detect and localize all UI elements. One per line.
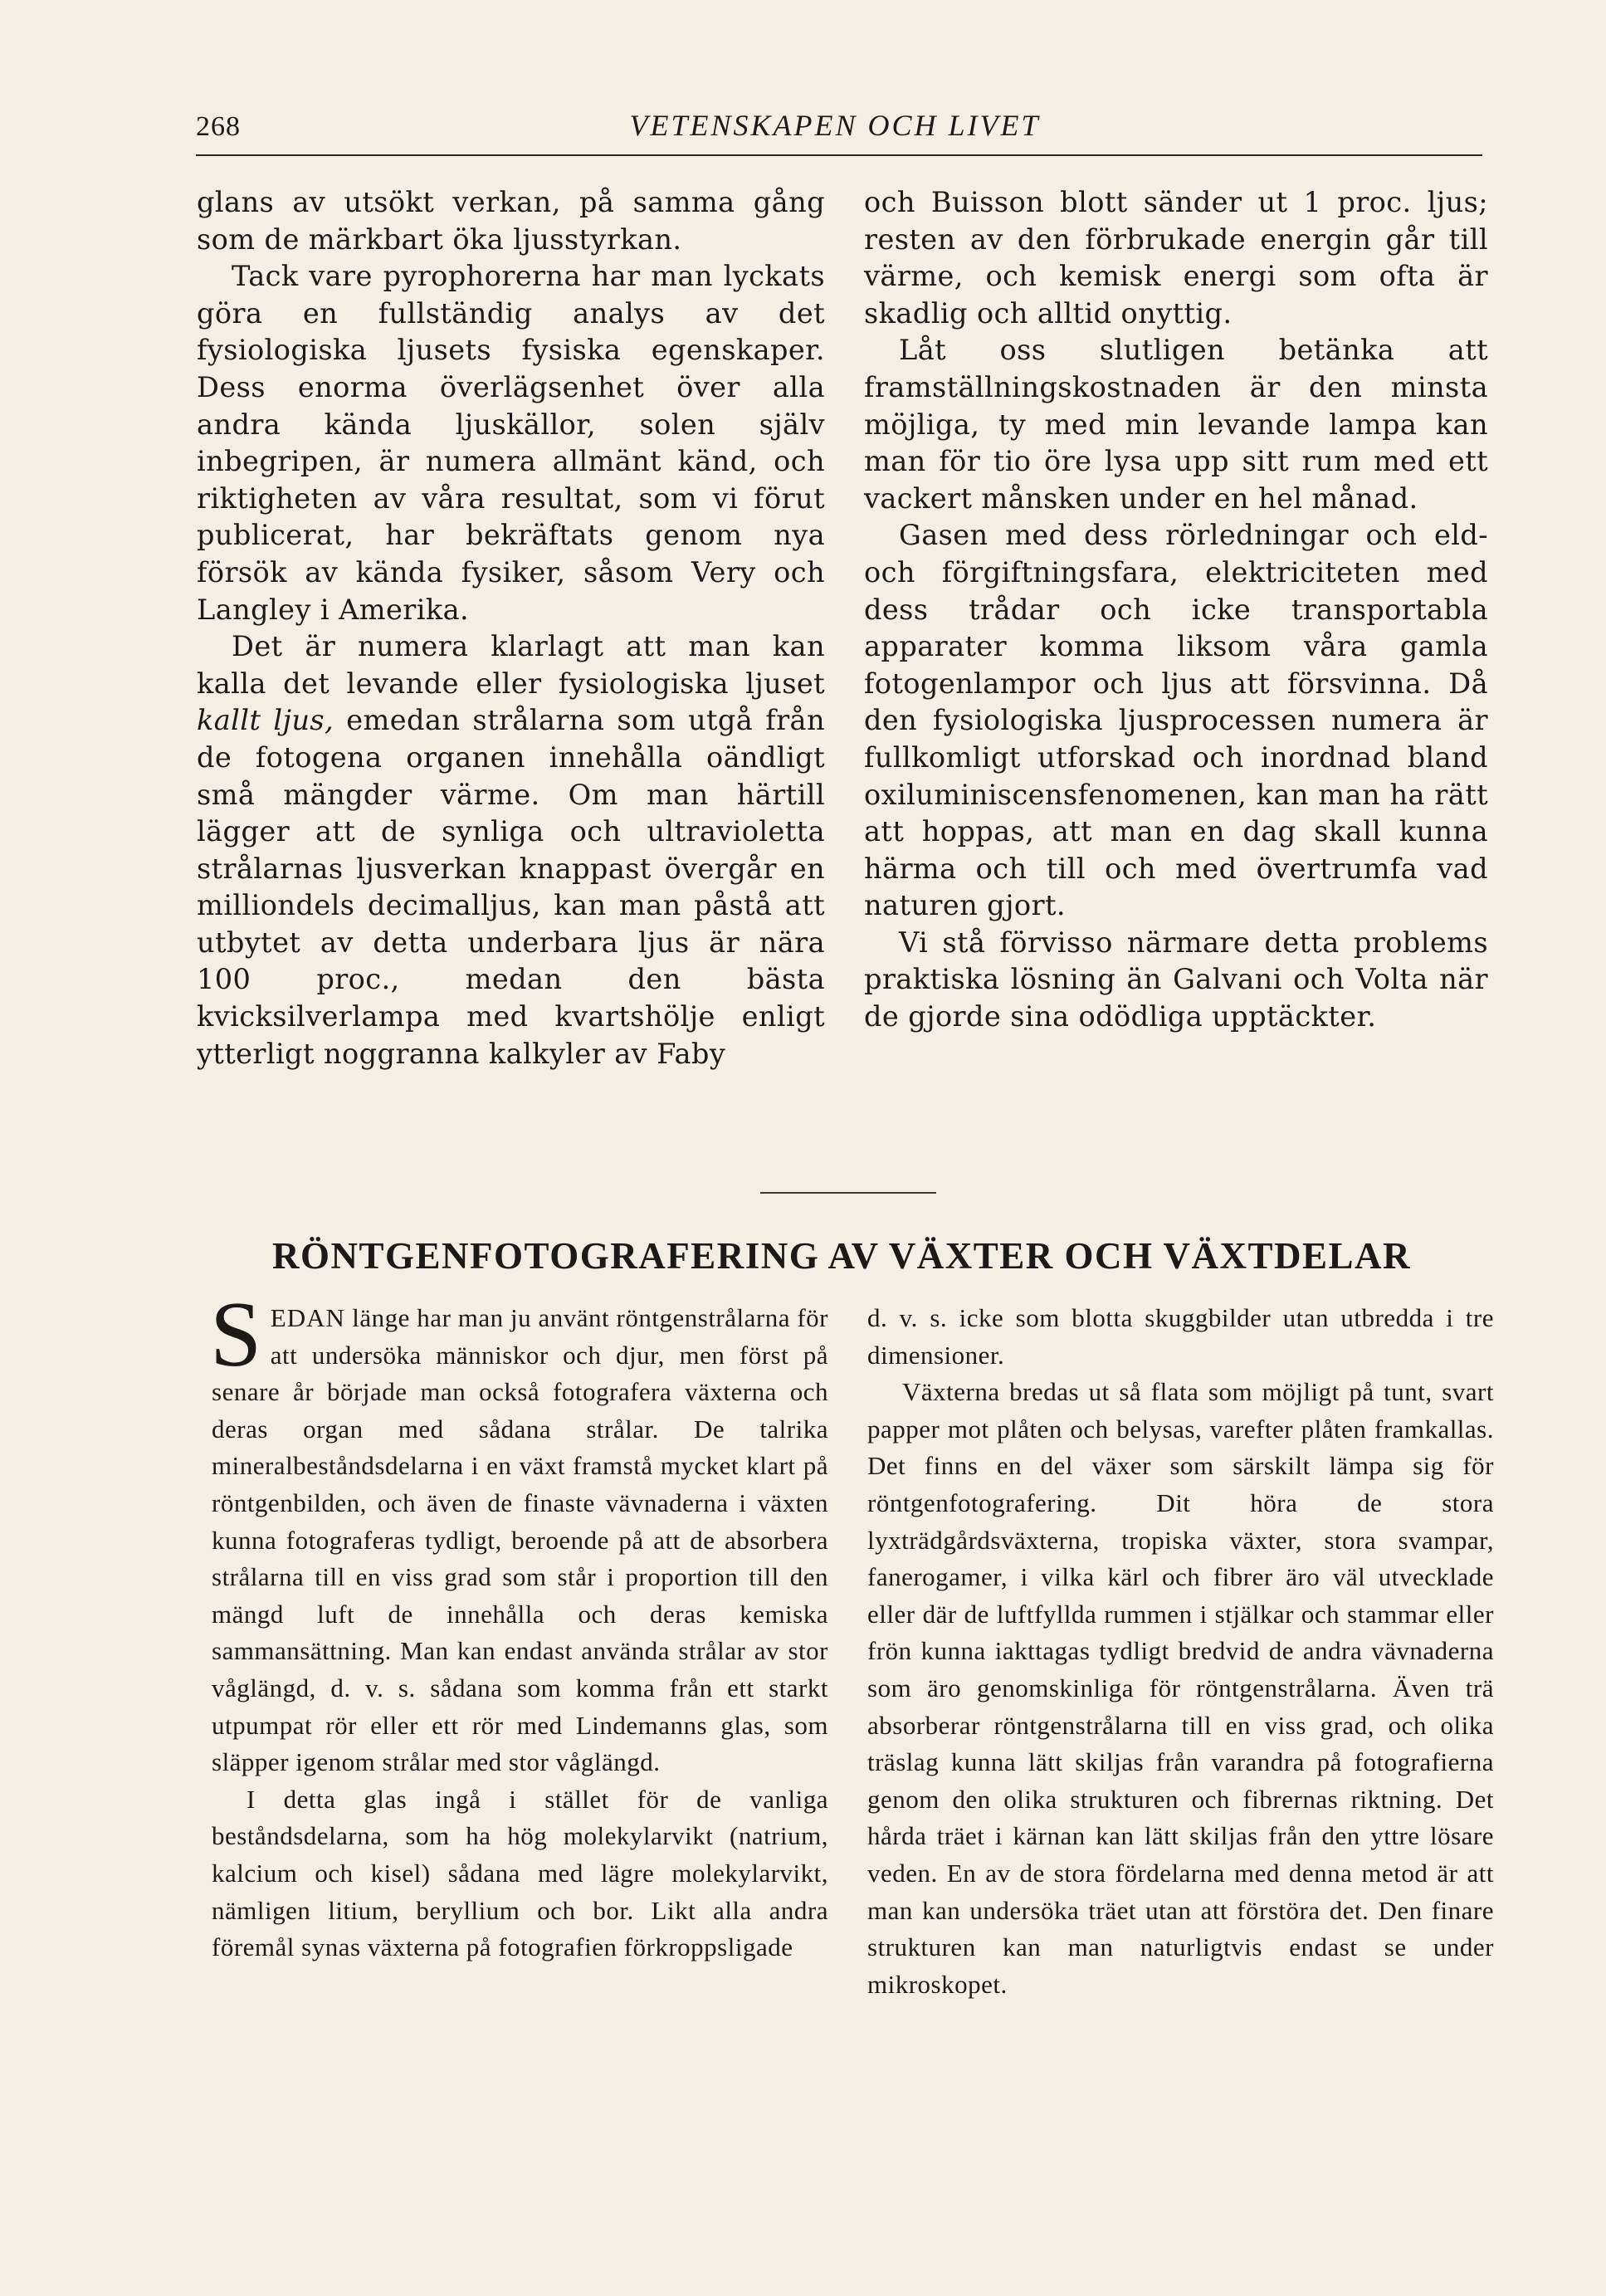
paragraph: Vi stå förvisso närmare detta problems praktiska lösning än Galvani och Volta när de gjorde sina odödliga upptäckter. [864,926,1488,1033]
page-number: 268 [196,111,241,142]
upper-left-column [197,184,825,1072]
article-title: RÖNTGENFOTOGRAFERING AV VÄXTER OCH VÄXTDELAR [271,1235,1412,1277]
paragraph [197,628,825,1072]
page-header [196,108,1482,158]
paragraph: Gasen med dess rörledningar och eld- och förgiftningsfara, elektriciteten med dess trådar och icke transportabla apparater komma liksom våra gamla fotogenlampor och ljus att försvinna. Då den fysiologiska ljusprocessen numera är fullkomligt utforskad och inordnad bland oxiluminiscensfenomenen, kan man ha rätt att hoppas, att man en dag skall kunna härma och till och med övertrumfa vad naturen gjort. [864,519,1488,922]
paragraph [210,1283,828,1781]
paragraph: I detta glas ingå i stället för de vanliga beståndsdelarna, som ha hög molekylarvikt (natrium, kalcium och kisel) sådana med lägre molekylarvikt, nämligen litium, beryllium och bor. Likt alla andra föremål synas växterna på fotografien förkroppsligade [212,1784,828,1962]
paragraph: och Buisson blott sänder ut 1 proc. ljus; resten av den förbrukade energin går till värme, och kemisk energi som ofta är skadlig och alltid onyttig. [864,186,1488,330]
section-divider [760,1192,936,1194]
italic-term: kallt ljus, [197,704,334,737]
upper-right-column [864,184,1488,1036]
lower-right-column [867,1300,1494,2003]
header-rule [196,154,1482,156]
drop-cap: S [210,1283,262,1386]
paragraph: d. v. s. icke som blotta skuggbilder utan utbredda i tre dimensioner. [867,1303,1494,1370]
lower-left-column [210,1283,828,1966]
lead-smallcaps: EDAN [270,1303,345,1332]
paragraph-text: emedan strålarna som utgå från de fotogena organen innehålla oändligt små mängder värme. Om man härtill lägger att de synliga och ultravioletta strålarnas ljusverkan knappast övergår en milliondels decimalljus, kan man påstå att utbytet av detta underbara ljus är nära 100 proc., medan den bästa kvicksilverlampa med kvartshölje enligt ytterligt noggranna kalkyler av Faby [197,704,826,1070]
paragraph: glans av utsökt verkan, på samma gång som de märkbart öka ljusstyrkan. [197,186,825,256]
paragraph: Låt oss slutligen betänka att framställningskostnaden är den minsta möjliga, ty med min levande lampa kan man för tio öre lysa upp sitt rum med ett vackert månsken under en hel månad. [864,334,1488,515]
running-title: VETENSKAPEN OCH LIVET [629,109,1041,142]
paragraph-text: Det är numera klarlagt att man kan kalla det levande eller fysiologiska ljuset [197,630,825,700]
paragraph: Tack vare pyrophorerna har man lyckats göra en fullständig analys av det fysiologiska ljusets fysiska egenskaper. Dess enorma överlägsenhet över alla andra kända ljuskällor, solen själv inbegripen, är numera allmänt känd, och riktigheten av våra resultat, som vi förut publicerat, har bekräftats genom nya försök av kända fysiker, såsom Very och Langley i Amerika. [197,260,825,626]
paragraph: Växterna bredas ut så flata som möjligt på tunt, svart papper mot plåten och belysas, varefter plåten framkallas. Det finns en del växer som särskilt lämpa sig för röntgenfotografering. Dit höra de stora lyxträdgårdsväxterna, tropiska växter, stora svampar, fanerogamer, i vilka kärl och fibrer äro väl utvecklade eller där de luftfyllda rummen i stjälkar och stammar eller frön kunna iakttagas tydligt bredvid de andra vävnaderna som äro genomskinliga för röntgenstrålarna. Även trä absorberar röntgenstrålarna till en viss grad, och olika träslag kunna lätt skiljas från varandra på fotografierna genom den olika strukturen och fibrernas riktning. Det hårda träet i kärnan kan lätt skiljas från den yttre lösare veden. En av de stora fördelarna med denna metod är att man kan undersöka träet utan att förstöra det. Den finare strukturen kan man naturligtvis endast se under mikroskopet. [867,1377,1494,1999]
paragraph-text: länge har man ju använt röntgenstrålarna för att undersöka människor och djur, men först på senare år började man också fotografera växterna och deras organ med sådana strålar. De talrika mineralbeståndsdelarna i en växt framstå mycket klart på röntgenbilden, och även de finaste vävnaderna i växten kunna fotograferas tydligt, beroende på att de absorbera strålarna till en viss grad som står i proportion till den mängd luft de innehålla och deras kemiska sammansättning. Man kan endast använda strålar av stor våglängd, d. v. s. sådana som komma från ett starkt utpumpat rör eller ett rör med Lindemanns glas, som släpper igenom strålar med stor våglängd. [212,1303,828,1777]
